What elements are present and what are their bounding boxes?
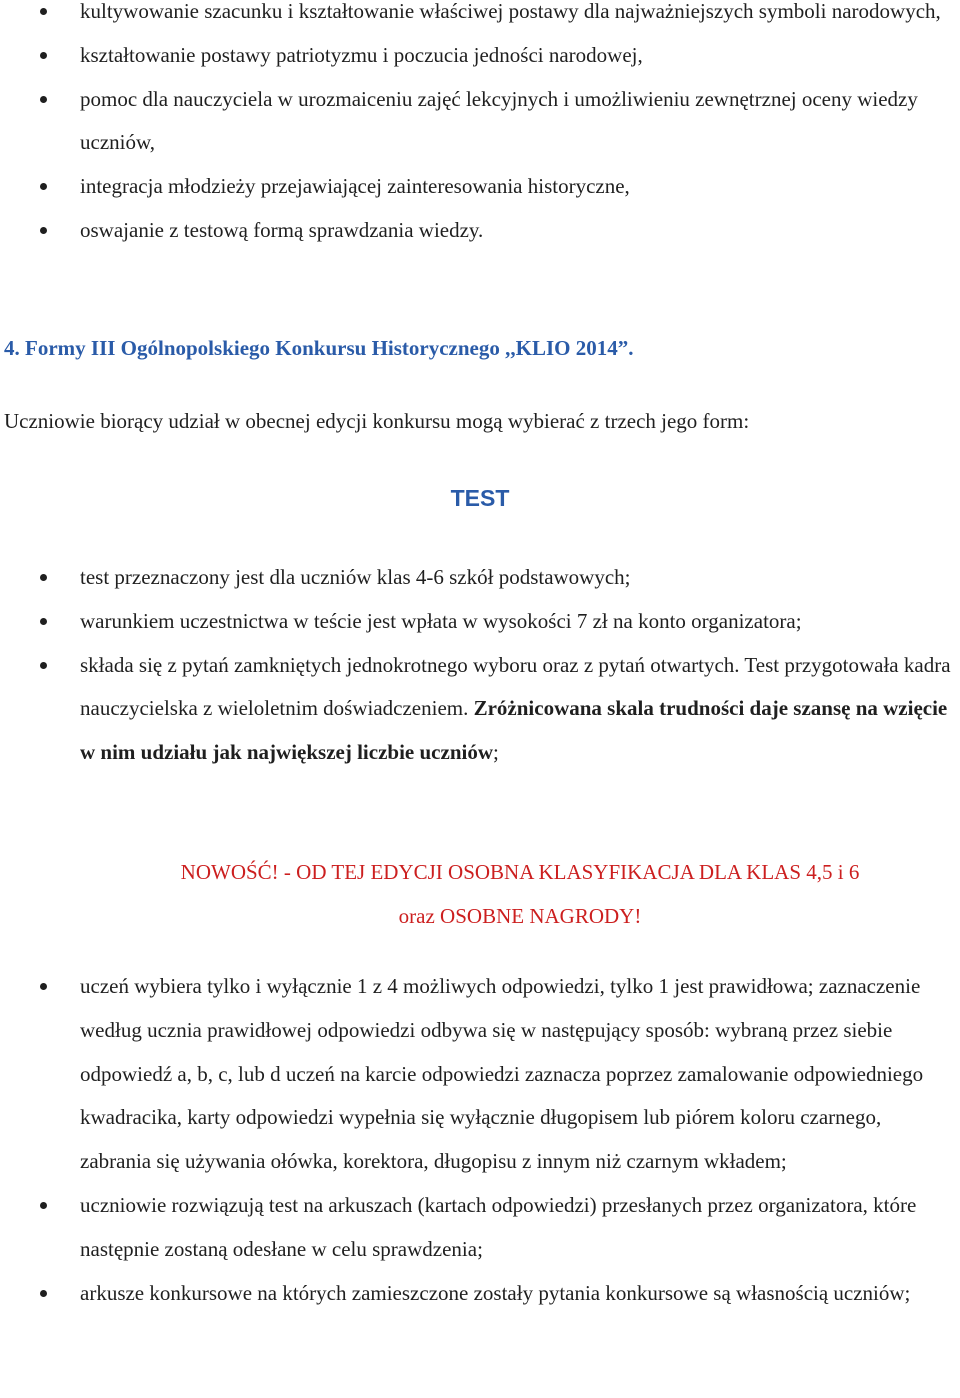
bullet-icon — [40, 1290, 47, 1297]
list-item-text: test przeznaczony jest dla uczniów klas 4-6 szkół podstawowych; — [80, 565, 631, 589]
intro-paragraph: Uczniowie biorący udział w obecnej edycji konkursu mogą wybierać z trzech jego form: — [4, 409, 750, 433]
list-item-end: ; — [493, 740, 499, 765]
bullet-icon — [40, 1202, 47, 1209]
list-item — [0, 165, 960, 209]
list-item-text: oswajanie z testową formą sprawdzania wiedzy. — [80, 217, 484, 242]
bullet-icon — [40, 8, 47, 15]
bullet-icon — [40, 618, 47, 625]
list-item — [0, 965, 960, 1184]
bullet-icon — [40, 227, 47, 234]
bullet-icon — [40, 983, 47, 990]
list-item — [0, 1184, 960, 1272]
answer-rules-list — [0, 965, 960, 1315]
bullet-icon — [40, 183, 47, 190]
list-item — [0, 78, 960, 166]
list-item — [0, 0, 960, 34]
list-item — [0, 600, 960, 644]
goals-list — [0, 0, 960, 253]
list-item — [0, 644, 960, 775]
bullet-icon — [40, 52, 47, 59]
bullet-icon — [40, 574, 47, 581]
bullet-icon — [40, 96, 47, 103]
list-item-text: arkusze konkursowe na których zamieszczone zostały pytania konkursowe są własnością uczniów; — [80, 1280, 911, 1305]
new-notice — [80, 850, 960, 938]
emphasis-text: Zróżnicowana skala trudności daje szansę na wzięcie w nim udziału jak największej liczbie uczniów — [80, 696, 948, 765]
list-item-text: składa się z pytań zamkniętych jednokrotnego wyboru oraz z pytań otwartych. Test przygotowała kadra nauczycielska z wieloletnim doświadczeniem. — [80, 652, 951, 721]
list-item — [0, 556, 960, 600]
form-title: TEST — [450, 485, 510, 511]
list-item-text: pomoc dla nauczyciela w urozmaiceniu zajęć lekcyjnych i umożliwieniu zewnętrznej oceny wiedzy uczniów, — [80, 86, 918, 155]
notice-line: NOWOŚĆ! - OD TEJ EDYCJI OSOBNA KLASYFIKACJA DLA KLAS 4,5 i 6 — [180, 860, 860, 884]
list-item-text: kształtowanie postawy patriotyzmu i poczucia jedności narodowej, — [80, 42, 643, 67]
test-rules-list — [0, 556, 960, 775]
list-item — [0, 209, 960, 253]
list-item-text: kultywowanie szacunku i kształtowanie właściwej postawy dla najważniejszych symboli narodowych, — [80, 0, 941, 23]
list-item-text: warunkiem uczestnictwa w teście jest wpłata w wysokości 7 zł na konto organizatora; — [80, 608, 802, 633]
section-heading: 4. Formy III Ogólnopolskiego Konkursu Historycznego ,,KLIO 2014”. — [4, 336, 634, 360]
notice-line: oraz OSOBNE NAGRODY! — [398, 904, 642, 928]
list-item — [0, 34, 960, 78]
list-item-text: integracja młodzieży przejawiającej zainteresowania historyczne, — [80, 174, 630, 199]
list-item — [0, 1272, 960, 1316]
bullet-icon — [40, 662, 47, 669]
list-item-text: uczeń wybiera tylko i wyłącznie 1 z 4 możliwych odpowiedzi, tylko 1 jest prawidłowa; zaznaczenie według ucznia prawidłowej odpowiedzi odbywa się w następujący sposób: wybraną przez siebie odpowiedź a, b, c, lub d uczeń na karcie odpowiedzi zaznacza poprzez zamalowanie odpowiedniego kwadracika, karty odpowiedzi wypełnia się wyłącznie długopisem lub piórem koloru czarnego, zabrania się używania ołówka, korektora, długopisu z innym niż czarnym wkładem; — [80, 974, 924, 1174]
list-item-text: uczniowie rozwiązują test na arkuszach (kartach odpowiedzi) przesłanych przez organizatora, które następnie zostaną odesłane w celu sprawdzenia; — [80, 1192, 917, 1261]
